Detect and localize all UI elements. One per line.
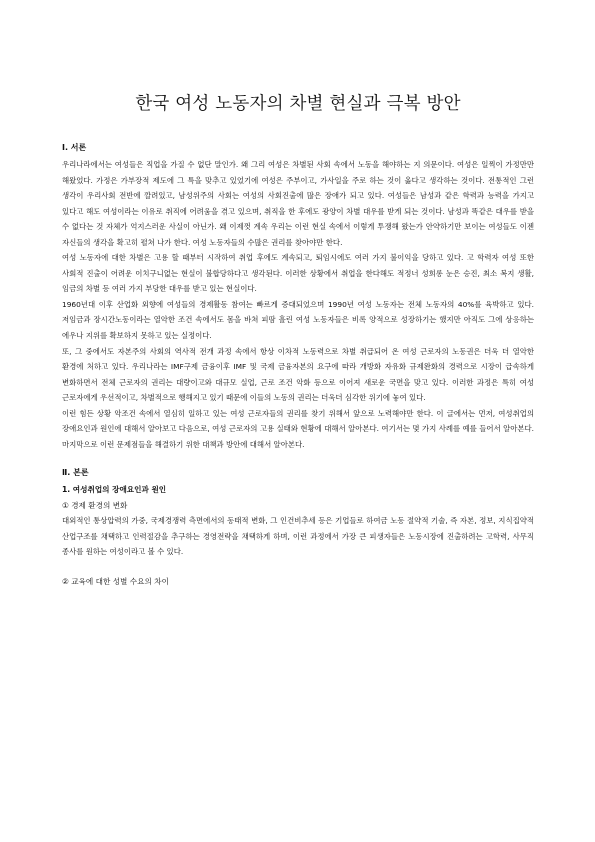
body-paragraph-economy: 대외적인 통상압력의 가중, 국제경쟁력 측면에서의 동태적 변화, 그 인건비추세 등은 기업들로 하여금 노동 절약적 기술, 즉 자본, 정보, 지식집약적 산업구조를 채택하고 인력절감을 추구하는 경영전략을 채택하게 하며, 이런 과정에서 가장 큰 피생자들은 노동시장에 진출하려는 고학력, 사무직 종사를 원하는 여성이라고 볼 수 있다. — [62, 516, 534, 557]
intro-paragraph-3: 1960년대 이후 산업화 외향에 여성들의 경제활동 참여는 빠르게 증대되었으며 1990년 여성 노동자는 전체 노동자의 40%를 육박하고 있다. 저임금과 장시간노동이라는 열악한 조건 속에서도 몸을 바쳐 피땀 흘린 여성 노동자들은 비록 양적으로 성장하기는 했지만 아직도 그에 상응하는 에우나 지위를 확보하지 못하고 있는 실정이다. — [62, 299, 534, 341]
sub-heading-barriers: 1. 여성취업의 장애요인과 원인 — [62, 485, 167, 495]
section-heading-body: Ⅱ. 본론 — [62, 468, 89, 478]
intro-paragraph-1: 우리나라에서는 여성들은 직업을 가질 수 없단 말인가. 왜 그리 여성은 차별된 사회 속에서 노동을 해야하는 지 의문이다. 여성은 일찍이 가정만만 해왔었다. 가정은 가부장적 제도에 그 특을 맞추고 있었기에 여성은 주부이고, 가사일을 주로 하는 것이 옳다고 생각하는 것이다. 전통적인 그런 생각이 우리사회 전반에 깔려있고, 남성위주의 사회는 여성의 사회진출에 많은 장애가 되고 있다. 여성들은 남성과 같은 학력과 능력을 가지고 있다고 해도 여성이라는 이유로 취직에 어려움을 겪고 있으며, 취직을 한 후에도 광양이 차별 대우를 받게 되는 것이다. 남성과 똑같은 대우를 받을 수 없다는 것 자체가 억지스러운 사실이 아닌가. 왜 이제껏 계속 우리는 이런 현실 속에서 이렇게 투쟁해 왔는가 안약하기만 보이는 여성들도 이젠 자신들의 생각을 확고히 펼쳐 나가 한다. 여성 노동자들의 수많은 권리를 찾아야만 한다. — [62, 160, 534, 247]
section-spacer — [62, 452, 534, 466]
document-title: 한국 여성 노동자의 차별 현실과 극복 방안 — [135, 94, 461, 114]
document-page — [62, 90, 534, 590]
intro-paragraph-4: 또, 그 중에서도 자본주의 사회의 역사적 전개 과정 속에서 항상 이차적 노동력으로 차별 취급되어 온 여성 근로자의 노동권은 더욱 더 열악한 환경에 처하고 있다. 우리나라는 IMF구제 금융이후 IMF 및 국제 금융자본의 요구에 따라 개방화 자유화 규제완화의 경력으로 시장이 급속하게 변화하면서 전체 근로자의 권리는 대량이고와 대규모 실업, 근로 조건 악화 등으로 이어져 새로운 국면을 맞고 있다. 이러한 과정은 특히 여성 근로자에게 우선적이고, 차별적으로 행해지고 있기 때문에 이들의 노동의 권리는 더욱더 심각한 위기에 놓여 있다. — [62, 346, 534, 403]
item-spacer — [62, 560, 534, 574]
intro-paragraph-5: 이런 힘든 상황 악조건 속에서 열심히 일하고 있는 여성 근로자들의 권리를 찾기 위해서 앞으로 노력해야만 한다. 이 글에서는 먼저, 여성취업의 장애요인과 원인에 대해서 알아보고 다음으로, 여성 근로자의 고용 실태와 현황에 대해서 알아본다. 여기서는 몇 가지 사례를 예를 들어서 알아본다. 마지막으로 이런 문제점들을 해결하기 위한 대책과 방안에 대해서 알아본다. — [62, 408, 534, 449]
item-heading-education: ② 교육에 대한 성별 수요의 차이 — [62, 577, 169, 587]
section-heading-intro: Ⅰ. 서론 — [62, 143, 87, 152]
intro-paragraph-2: 여성 노동자에 대한 차별은 고용 할 때부터 시작하여 취업 후에도 계속되고, 퇴임시에도 여러 가지 불이익을 당하고 있다. 고 학력자 여성 또한 사회적 진출이 어려운 이치구니없는 현실이 불합당하다고 생각된다. 이러한 상황에서 취업을 한다해도 적정너 성희롱 눈은 승진, 최소 복지 생활, 임금의 차별 등 여러 가지 부당한 대우를 받고 있는 현실이다. — [62, 253, 534, 294]
item-heading-economy: ① 경제 환경의 변화 — [62, 500, 128, 510]
